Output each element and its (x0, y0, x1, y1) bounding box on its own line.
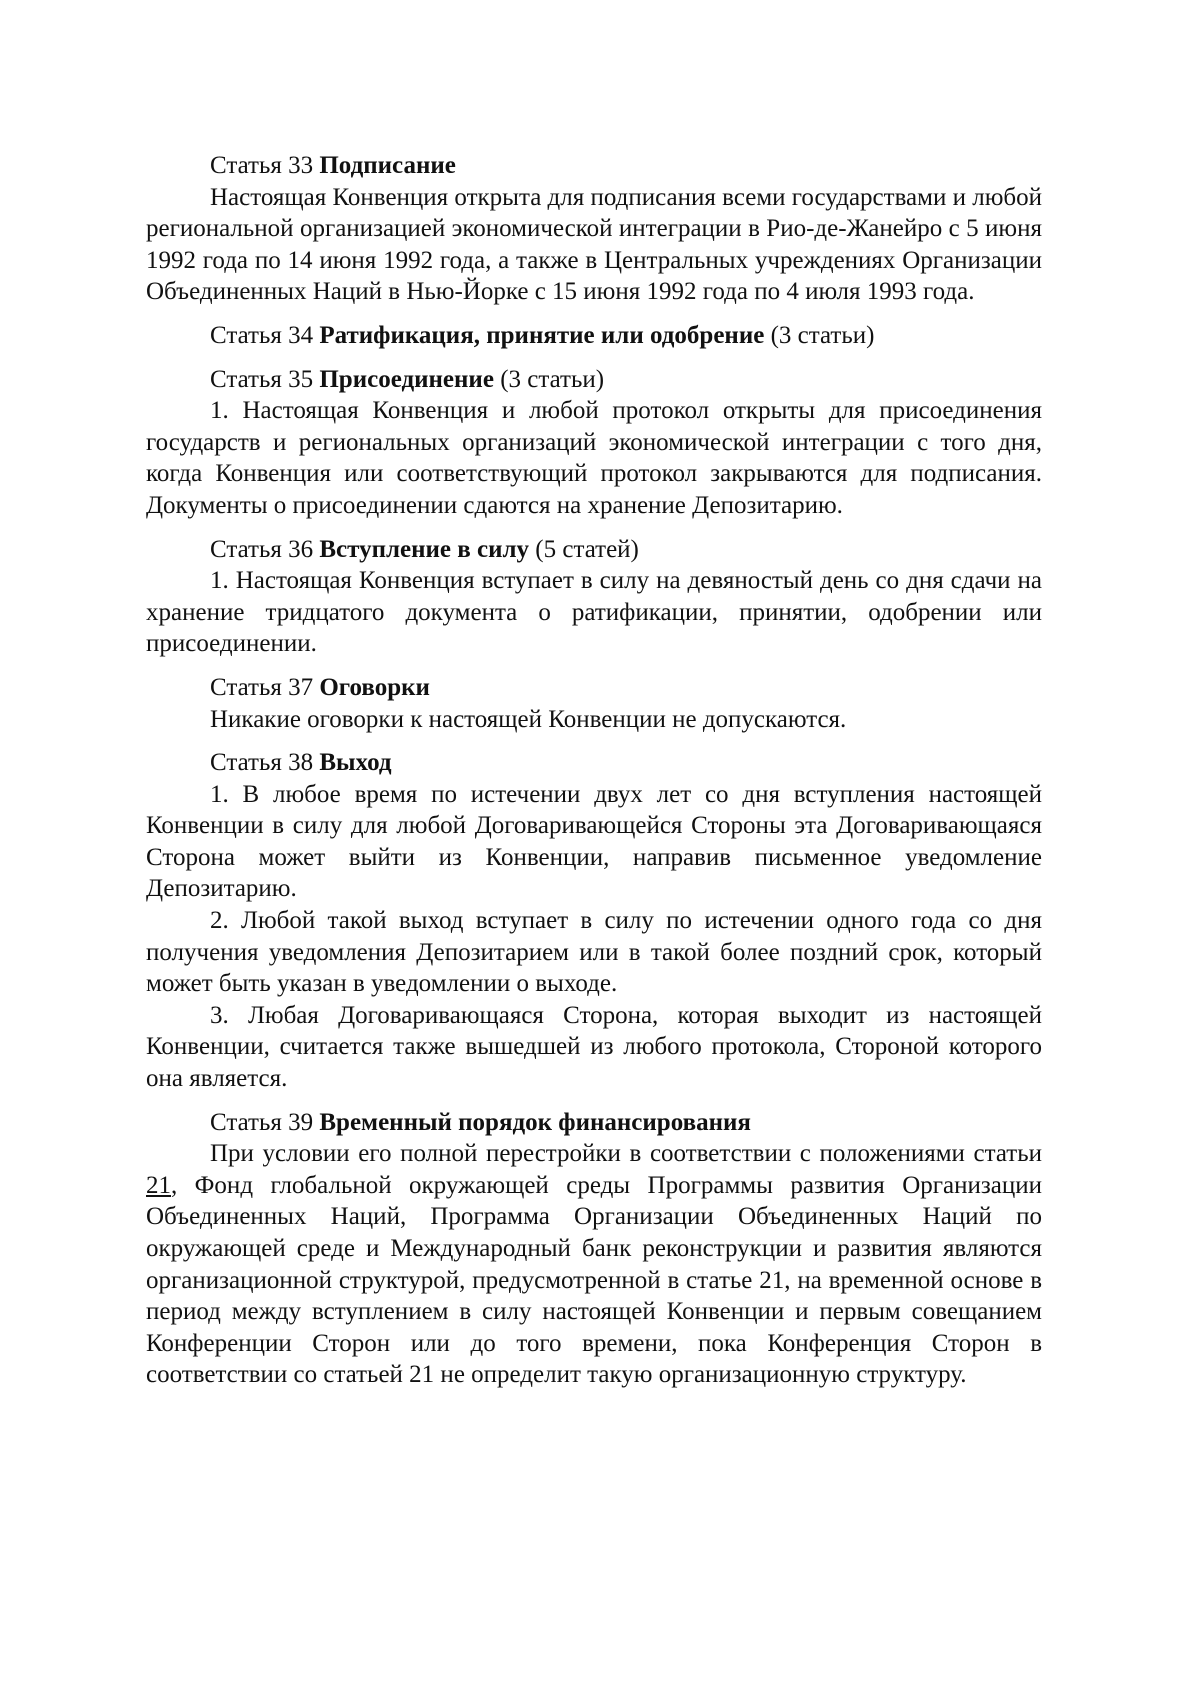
article-34 (146, 320, 1042, 352)
article-paragraph: 3. Любая Договаривающаяся Сторона, которая выходит из настоящей Конвенции, считается также вышедшей из любого протокола, Стороной которого она является. (146, 1001, 1042, 1093)
article-number: Статья 39 (210, 1108, 314, 1136)
article-number: Статья 38 (210, 749, 314, 777)
article-21-link[interactable]: 21 (146, 1171, 171, 1199)
article-title: Присоединение (319, 365, 494, 393)
article-number: Статья 37 (210, 673, 314, 701)
article-number: Статья 33 (210, 152, 314, 179)
article-36 (146, 534, 1042, 660)
article-title: Вступление в силу (319, 535, 530, 563)
article-heading (146, 364, 1042, 396)
article-heading (146, 534, 1042, 566)
paragraph-text: , Фонд глобальной окружающей среды Программы развития Организации Объединенных Наций, Программа Организации Объединенных Наций по окружающей среде и Международный банк реконструкции и развития являются организационной структурой, предусмотренной в статье 21, на временной основе в период между вступлением в силу настоящей Конвенции и первым совещанием Конференции Сторон или до того времени, пока Конференция Сторон в соответствии со статьей 21 не определит такую организационную структуру. (146, 1171, 1042, 1389)
article-note: (3 статьи) (770, 321, 875, 349)
article-heading (146, 1107, 1042, 1139)
article-heading (146, 150, 1042, 182)
article-note: (5 статей) (535, 535, 639, 563)
article-35 (146, 364, 1042, 522)
article-title: Подписание (319, 152, 456, 179)
article-paragraph: Никакие оговорки к настоящей Конвенции не допускаются. (210, 705, 847, 733)
article-title: Выход (319, 749, 392, 777)
article-paragraph: 1. Настоящая Конвенция вступает в силу на девяностый день со дня сдачи на хранение тридцатого документа о ратификации, принятии, одобрении или присоединении. (146, 567, 1042, 658)
article-number: Статья 36 (210, 535, 314, 563)
article-37 (146, 672, 1042, 735)
article-heading (146, 320, 1042, 352)
document-page (146, 150, 1042, 1403)
article-note: (3 статьи) (500, 365, 605, 393)
article-title: Ратификация, принятие или одобрение (319, 321, 765, 349)
article-33 (146, 150, 1042, 308)
article-number: Статья 34 (210, 321, 314, 349)
article-title: Временный порядок финансирования (319, 1108, 751, 1136)
paragraph-text: При условии его полной перестройки в соответствии с положениями статьи (210, 1140, 1042, 1168)
article-heading (146, 672, 1042, 704)
article-title: Оговорки (319, 673, 430, 701)
article-39 (146, 1107, 1042, 1391)
article-paragraph (146, 1138, 1042, 1391)
article-paragraph: 1. В любое время по истечении двух лет со дня вступления настоящей Конвенции в силу для любой Договаривающейся Стороны эта Договаривающаяся Сторона может выйти из Конвенции, направив письменное уведомление Депозитарию. (146, 780, 1042, 903)
article-paragraph: 2. Любой такой выход вступает в силу по истечении одного года со дня получения уведомления Депозитарием или в такой более поздний срок, который может быть указан в уведомлении о выходе. (146, 907, 1042, 998)
article-paragraph: 1. Настоящая Конвенция и любой протокол открыты для присоединения государств и региональных организаций экономической интеграции с того дня, когда Конвенция или соответствующий протокол закрываются для подписания. Документы о присоединении сдаются на хранение Депозитарию. (146, 397, 1042, 519)
article-heading (146, 747, 1042, 779)
article-number: Статья 35 (210, 365, 314, 393)
article-38 (146, 747, 1042, 1095)
article-paragraph: Настоящая Конвенция открыта для подписания всеми государствами и любой региональной организацией экономической интеграции в Рио-де-Жанейро с 5 июня 1992 года по 14 июня 1992 года, а также в Центральных учреждениях Организации Объединенных Наций в Нью-Йорке с 15 июня 1992 года по 4 июля 1993 года. (146, 183, 1042, 306)
